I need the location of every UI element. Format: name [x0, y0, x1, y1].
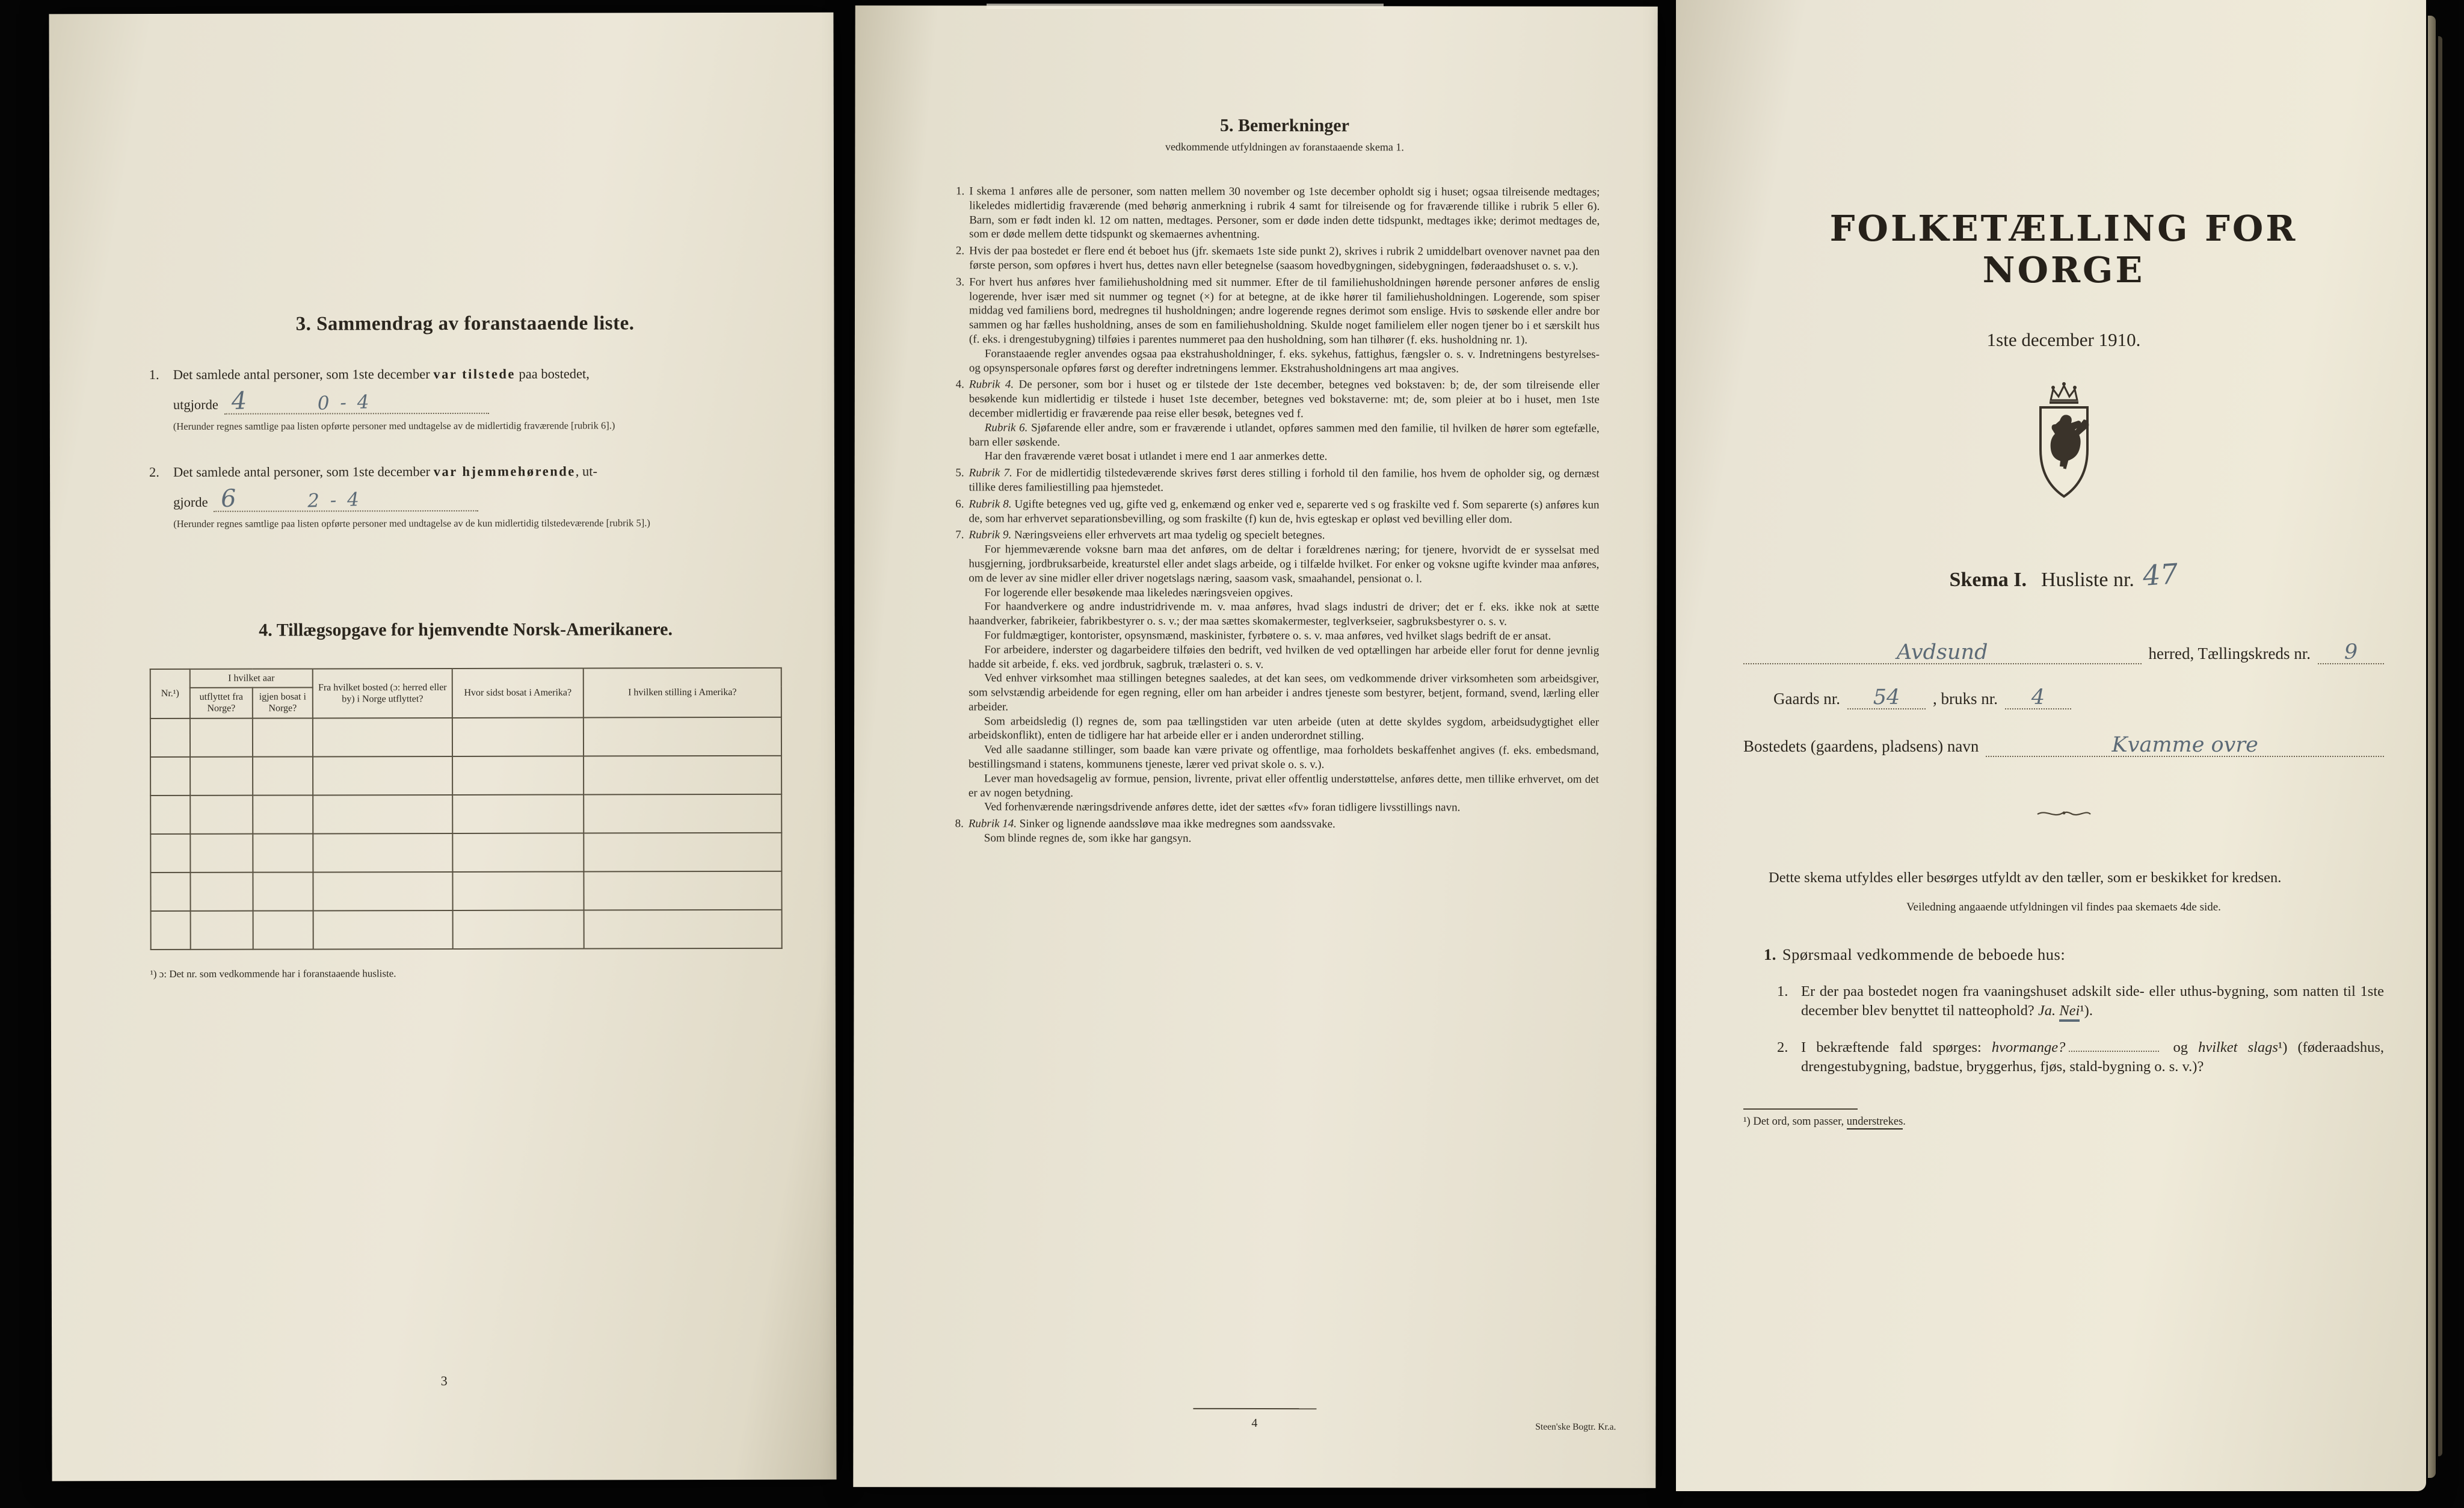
item-number: 1. — [956, 185, 965, 198]
questions-heading-text: Spørsmaal vedkommende de beboede hus: — [1782, 945, 2066, 963]
gaard-line — [1743, 685, 2384, 709]
column-header-nr: Nr.¹) — [150, 669, 190, 718]
instruction-paragraph — [969, 450, 1600, 465]
handwritten-gaard-number: 54 — [1873, 685, 1900, 709]
bosted-fill-line — [1986, 733, 2384, 757]
census-date: 1ste december 1910. — [1986, 329, 2141, 350]
answer-label: gjorde — [173, 494, 208, 510]
item-number: 8. — [955, 817, 964, 830]
column-header-position: I hvilken stilling i Amerika? — [584, 668, 781, 717]
instruction-paragraph — [969, 586, 1599, 601]
paragraph-text: Som arbeidsledig (l) regnes de, som paa tællingstiden var uten arbeide (uten at dette skyldes sygdom, arbeidsudygtighet eller arbeidskonflikt), enten de tidligere har hat arbeide eller er i anden underordnet stilling. — [969, 715, 1600, 743]
instruction-item-5 — [955, 466, 1600, 495]
italic-term: hvilket slags — [2198, 1039, 2278, 1055]
instruction-paragraph — [969, 600, 1599, 629]
paragraph-text: Som blinde regnes de, som ikke har gangsyn. — [984, 832, 1192, 845]
question-text: og — [2163, 1039, 2199, 1055]
handwritten-herred: Avdsund — [1897, 640, 1988, 664]
table-row — [151, 909, 782, 949]
section4-heading: 4. Tillægsopgave for hjemvendte Norsk-Amerikanere. — [259, 619, 673, 640]
instruction-item-4 — [955, 378, 1600, 465]
paragraph-text: Ved enhver virksomhet maa stillingen betegnes saaledes, at det kan sees, om vedkommende driver virksomheten som arbeidsgiver, som selvstændig arbeidende for egen regning, eller om han arbeider i andres tjeneste som bestyrer, betjent, formand, svend, lærling eller arbeider. — [969, 672, 1600, 714]
handwritten-bruk-number: 4 — [2031, 685, 2045, 709]
table-row — [150, 717, 781, 756]
divider-container — [1743, 808, 2384, 823]
rubrik-lead: Rubrik 8. — [969, 498, 1012, 511]
printer-imprint: Steen'ske Bogtr. Kr.a. — [1535, 1421, 1616, 1432]
fill-in-blank — [2069, 1051, 2159, 1052]
paragraph-text: For logerende eller besøkende maa likeledes næringsveien opgives. — [984, 586, 1293, 599]
rubrik-lead: Rubrik 9. — [969, 528, 1012, 542]
page-left-content — [49, 13, 836, 1482]
remarks-heading: 5. Bemerkninger — [1219, 115, 1349, 136]
gaard-label: Gaards nr. — [1773, 690, 1840, 708]
census-title: FOLKETÆLLING FOR NORGE — [1829, 208, 2298, 291]
kreds-fill-line — [2318, 640, 2384, 664]
item-number: 6. — [955, 498, 964, 511]
text-segment: , ut- — [575, 463, 598, 479]
item-number: 1. — [149, 366, 159, 383]
filler-instruction: Dette skema utfyldes eller besørges utfyldt av den tæller, som er beskikket for kredsen. — [1769, 870, 2282, 886]
table-row — [150, 871, 781, 910]
page-middle — [853, 5, 1657, 1488]
bosted-label: Bostedets (gaardens, pladsens) navn — [1743, 737, 1979, 755]
questions-heading-number: 1. — [1764, 945, 1776, 963]
rubrik-lead: Rubrik 4. — [969, 378, 1014, 391]
instruction-paragraph — [969, 817, 1599, 832]
coat-of-arms-icon — [2022, 379, 2105, 502]
paragraph-text: For hvert hus anføres hver familiehusholdning med sit nummer. Efter de til familiehusholdningen hørende personer anføres de enslig logerende, hver især med sit nummer og tegnet (×) for at betegne, at de ikke hører til familiehusholdningen. Logerende, som spiser middag ved familiens bord, medregnes til husholdningen; andre logerende regnes derimot som enslige. Hvis to søskende eller andre bor sammen og har fælles husholdning, anses de som en familiehusholdning. Skulde noget familielem eller nogen tjener bo i et særskilt hus (f. eks. i drengestubygning) tilføies i parentes nummeret paa den husholdning, som han tilhører (f. eks. husholdning nr. 1). — [969, 276, 1600, 347]
gaard-fill-line — [1847, 685, 1926, 709]
instruction-item-8 — [955, 817, 1599, 847]
remarks-subtitle: vedkommende utfyldningen av foranstaaende skema 1. — [1165, 140, 1404, 153]
answer-ja: Ja. — [2037, 1002, 2056, 1019]
paragraph-text: Sjøfarende eller andre, som er fraværende i utlandet, opføres sammen med den familie, til hvilken de hører som egtefælle, barn eller søskende. — [969, 421, 1600, 449]
emphasized-text: var tilstede — [433, 366, 516, 382]
instruction-item-3 — [955, 275, 1600, 376]
rubrik-lead: Rubrik 14. — [968, 817, 1017, 830]
paragraph-text: Næringsveiens eller erhvervets art maa tydelig og specielt betegnes. — [1011, 528, 1325, 542]
instruction-paragraph — [969, 244, 1600, 274]
column-header-from: Fra hvilket bosted (ɔ: herred eller by) i Norge utflyttet? — [313, 669, 452, 718]
instruction-paragraph — [969, 497, 1600, 527]
table-body — [150, 717, 782, 949]
instruction-paragraph — [969, 643, 1599, 672]
instruction-item-1 — [956, 184, 1600, 243]
paragraph-text: For hjemmeværende voksne barn maa det anføres, om de deltar i forældrenes næring; for tjenere, hvorvidt de er sysselsat med husgjerning, jordbruksarbeide, kreaturstel eller andet slags arbeide, og i tilfælde hvilket. For enker og voksne ugifte kvinder maa anføres, om de lever av sine midler eller driver nogetslags næring, saasom vask, smaahandel, pensionat o. l. — [969, 543, 1600, 586]
instruction-paragraph — [969, 378, 1600, 422]
schema-line — [1743, 557, 2384, 593]
question-1 — [1743, 982, 2384, 1020]
handwritten-detail: 2 - 4 — [307, 488, 362, 512]
instruction-paragraph — [969, 831, 1599, 846]
instruction-paragraph — [969, 542, 1599, 586]
instruction-paragraph — [969, 743, 1599, 773]
item-number: 4. — [955, 378, 964, 391]
page-footnote — [1743, 1116, 2384, 1128]
question-2-text — [1801, 1038, 2384, 1076]
paragraph-text: Hvis der paa bostedet er flere end ét beboet hus (jfr. skemaets 1ste side punkt 2), skrives i rubrik 2 umiddelbart ovenover navnet paa den første person, som opføres i hvert hus, dettes navn eller betegnelse (saasom hovedbygningen, sidebygningen, føderaadshuset o. s. v.). — [969, 244, 1600, 273]
emphasized-text: var hjemmehørende — [433, 463, 576, 479]
footnote-text: . — [1903, 1116, 1906, 1128]
text-segment: paa bostedet, — [515, 366, 590, 382]
husliste-label: Husliste nr. — [2041, 569, 2134, 591]
summary-item-2-text — [173, 462, 781, 481]
page-edge — [2428, 16, 2436, 1478]
footnote-marker: ¹). — [2080, 1002, 2093, 1019]
fill-in-line — [224, 387, 489, 416]
page-right-content — [1676, 0, 2426, 1491]
instruction-paragraph — [969, 714, 1599, 744]
herred-label: herred, Tællingskreds nr. — [2148, 644, 2311, 663]
footnote-rule — [1743, 1108, 1858, 1110]
page-middle-footer — [853, 1408, 1656, 1431]
scan-highlight — [987, 4, 1384, 9]
column-group-year: I hvilket aar — [190, 669, 313, 688]
divider-flourish-icon — [2035, 808, 2093, 820]
question-text: ¹) (føderaadshus, drengestubygning, badstue, bryggerhus, fjøs, stald-bygning o. s. v.)? — [1801, 1039, 2384, 1075]
instruction-paragraph — [969, 528, 1599, 543]
section3-heading: 3. Sammendrag av foranstaaende liste. — [295, 312, 635, 335]
table-footnote: ¹) ɔ: Det nr. som vedkommende har i foranstaaende husliste. — [150, 967, 396, 980]
page-edge — [2438, 36, 2442, 1456]
table-header — [150, 668, 781, 718]
summary-answer-line — [173, 484, 781, 513]
answer-label: utgjorde — [173, 397, 218, 412]
instruction-item-7 — [955, 528, 1600, 815]
question-number: 2. — [1777, 1039, 1788, 1055]
paragraph-text: Lever man hovedsagelig av formue, pension, livrente, privat eller offentlig understøttelse, anføres dette, men tillike erhvervet, om det er av nogen betydning. — [968, 772, 1599, 800]
table-row — [150, 794, 781, 833]
instruction-item-2 — [955, 244, 1600, 274]
page-middle-content — [853, 5, 1657, 1488]
footnote-underlined-word: understrekes — [1847, 1116, 1903, 1129]
instructions-list — [955, 184, 1600, 846]
instruction-paragraph — [969, 771, 1599, 801]
page-right — [1676, 0, 2426, 1491]
handwritten-husliste-number: 47 — [2142, 557, 2179, 592]
table-row — [150, 832, 781, 872]
schema-label: Skema I. — [1949, 569, 2027, 591]
item-number: 2. — [955, 244, 965, 258]
footer-rule — [1193, 1408, 1316, 1409]
instruction-paragraph — [969, 275, 1600, 347]
handwritten-bosted-name: Kvamme ovre — [2111, 733, 2258, 757]
herred-line — [1743, 640, 2384, 664]
instruction-item-6 — [955, 497, 1600, 527]
norwegian-americans-table — [150, 667, 783, 950]
paragraph-text: Sinker og lignende aandssløve maa ikke medregnes som aandssvake. — [1017, 817, 1335, 831]
fill-in-line — [214, 484, 479, 513]
item-number: 7. — [955, 528, 964, 542]
page-number-left: 3 — [440, 1373, 448, 1389]
item-number: 2. — [149, 464, 159, 480]
handwritten-total: 6 — [220, 484, 237, 513]
instruction-paragraph — [969, 421, 1600, 450]
summary-item-2 — [149, 462, 781, 530]
rubrik-lead: Rubrik 7. — [969, 466, 1012, 480]
crest-container — [1743, 379, 2384, 505]
paragraph-text: Foranstaaende regler anvendes ogsaa paa ekstrahusholdninger, f. eks. sykehus, fattighus, fængsler o. s. v. Indretningens bestyrelses- og opsynspersonale opføres først og derefter indretningens lemmer. Ekstrahusholdningens art maa angives. — [969, 347, 1600, 375]
paragraph-text: Ved forhenværende næringsdrivende anføres dette, idet der sættes «fv» foran tidligere livsstillings navn. — [984, 800, 1461, 814]
bruk-fill-line — [2005, 685, 2071, 709]
paragraph-text: For fuldmægtiger, kontorister, opsynsmænd, maskinister, fyrbøtere o. s. v. maa anføres, ved hvilket slags bedrift de er ansat. — [984, 629, 1551, 643]
handwritten-detail: 0 - 4 — [317, 391, 372, 415]
handwritten-kreds-number: 9 — [2344, 640, 2358, 664]
instruction-paragraph — [969, 347, 1600, 376]
guidance-note: Veiledning angaaende utfyldningen vil findes paa skemaets 4de side. — [1906, 901, 2221, 913]
page-left — [49, 13, 836, 1482]
question-1-text — [1801, 982, 2384, 1020]
item-number: 3. — [955, 276, 965, 289]
column-header-emigrated: utflyttet fra Norge? — [190, 688, 253, 718]
instruction-paragraph — [969, 672, 1599, 715]
paragraph-text: Ved alle saadanne stillinger, som baade kan være private og offentlige, maa forholdets beskaffenhet angives (f. eks. embedsmand, bestillingsmand i statens, kommunens tjeneste, lærer ved privat skole o. s. v.). — [968, 743, 1600, 771]
handwritten-total: 4 — [230, 387, 248, 416]
column-header-last-residence: Hvor sidst bosat i Amerika? — [452, 669, 584, 718]
paragraph-text: For arbeidere, inderster og dagarbeidere tilføies den bedrift, ved hvilken de ved optællingen har arbeide eller forut for denne jevnlig hadde sit arbeide, f. eks. ved jordbruk, sagbruk, trælasteri o. s. v. — [969, 643, 1600, 671]
item-number: 5. — [955, 466, 964, 480]
answer-nei-underlined: Nei — [2059, 1003, 2080, 1022]
questions-heading — [1743, 945, 2384, 964]
paragraph-text: Ugifte betegnes ved ug, gifte ved g, enkemænd og enker ved e, separerte ved s og fraskilte ved f. Som separerte (s) anføres kun de, som har erhvervet separationsbevilling, og som fraskilte (f) kun de, hvis egteskap er opløst ved bevilling eller dom. — [969, 498, 1600, 526]
page-number-middle: 4 — [1251, 1416, 1258, 1430]
column-header-returned: igjen bosat i Norge? — [253, 688, 313, 718]
rubrik-lead: Rubrik 6. — [984, 421, 1028, 434]
italic-term: hvormange? — [1991, 1039, 2066, 1055]
question-number: 1. — [1777, 983, 1788, 1000]
instruction-paragraph — [969, 628, 1599, 643]
question-2 — [1743, 1038, 2384, 1076]
summary-note: (Herunder regnes samtlige paa listen opførte personer med undtagelse av de midlertidig fraværende [rubrik 6].) — [173, 419, 615, 432]
summary-note: (Herunder regnes samtlige paa listen opførte personer med undtagelse av de kun midlertidig tilstedeværende [rubrik 5].) — [173, 516, 650, 530]
table-row — [150, 755, 781, 795]
bosted-line — [1743, 733, 2384, 757]
summary-answer-line — [173, 387, 781, 416]
question-text: I bekræftende fald spørges: — [1801, 1039, 1992, 1055]
text-segment: Det samlede antal personer, som 1ste december — [173, 366, 434, 382]
paragraph-text: Har den fraværende været bosat i utlandet i mere end 1 aar anmerkes dette. — [984, 450, 1328, 463]
footnote-text: ¹) Det ord, som passer, — [1743, 1116, 1847, 1128]
bruk-label: , bruks nr. — [1932, 690, 1998, 708]
instruction-paragraph — [969, 184, 1600, 243]
summary-item-1 — [149, 365, 781, 433]
paragraph-text: For de midlertidig tilstedeværende skrives først deres stilling i forhold til den familie, hos hvem de opholder sig, og dernæst tillike deres familiestilling paa hjemstedet. — [969, 466, 1600, 494]
summary-item-1-text — [173, 365, 781, 384]
paragraph-text: I skema 1 anføres alle de personer, som natten mellem 30 november og 1ste december opholdt sig i huset; ogsaa tilreisende medtages; likeledes midlertidig fraværende (med behørig anmerkning i rubrik 4 samt for tilreisende og for fraværende tillike i rubrik 5 eller 6). Barn, som er født inden kl. 12 om natten, medtages. Personer, som er døde inden dette tidspunkt, medtages ikke; derimot medtages de, som er døde mellem dette tidspunkt og skemaernes avhentning. — [969, 185, 1600, 241]
instruction-paragraph — [969, 466, 1600, 495]
paragraph-text: De personer, som bor i huset og er tilstede der 1ste december, betegnes ved bokstaven: b; de, der som tilreisende eller besøkende kun midlertidig er tilstede i huset 1ste december, betegnes ved bokstaverne: mt; de, som pleier at bo i huset, men 1ste december midlertidig er fraværende paa reise eller besøk, betegnes ved f. — [969, 378, 1600, 421]
text-segment: Det samlede antal personer, som 1ste december — [173, 463, 434, 480]
instruction-paragraph — [969, 800, 1599, 815]
question-text: Er der paa bostedet nogen fra vaaningshuset adskilt side- eller uthus-bygning, som natten til 1ste december blev benyttet til natteophold? — [1801, 983, 2384, 1019]
herred-fill-line — [1743, 640, 2142, 664]
paragraph-text: For haandverkere og andre industridrivende m. v. maa anføres, hvad slags industri de driver; det er f. eks. ikke nok at sætte haandverker, fabrikeier, fabrikbestyrer o. s. v.; der maa sættes skomakermester, teglverkseier, sagbruksbestyrer o. s. v. — [969, 600, 1600, 628]
